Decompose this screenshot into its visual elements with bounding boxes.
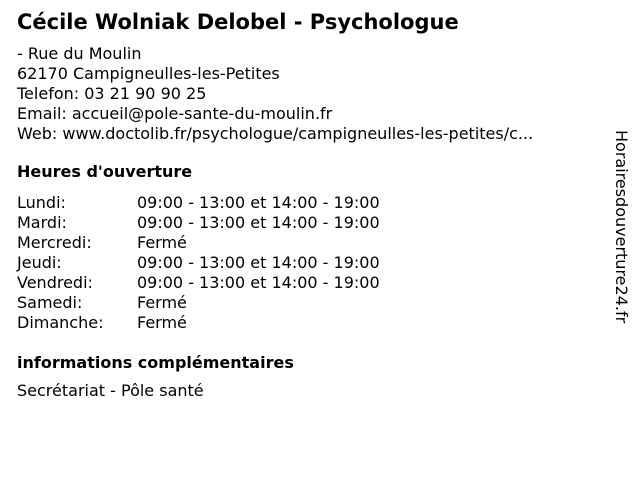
day-hours: 09:00 - 13:00 et 14:00 - 19:00 xyxy=(137,273,380,292)
address-line-2: 62170 Campigneulles-les-Petites xyxy=(17,64,280,83)
day-label: Dimanche: xyxy=(17,313,104,332)
day-label: Samedi: xyxy=(17,293,83,312)
day-label: Mardi: xyxy=(17,213,67,232)
hours-row xyxy=(17,193,600,213)
phone-line xyxy=(17,84,600,104)
email-value[interactable]: accueil@pole-sante-du-moulin.fr xyxy=(71,104,333,123)
phone-value: 03 21 90 90 25 xyxy=(84,84,207,103)
additional-info-heading: informations complémentaires xyxy=(17,353,294,372)
day-label: Lundi: xyxy=(17,193,66,212)
day-hours: 09:00 - 13:00 et 14:00 - 19:00 xyxy=(137,193,380,212)
day-label: Mercredi: xyxy=(17,233,92,252)
phone-label: Telefon: xyxy=(17,84,80,103)
day-hours: Fermé xyxy=(137,313,187,332)
day-hours: 09:00 - 13:00 et 14:00 - 19:00 xyxy=(137,253,380,272)
hours-row xyxy=(17,213,600,233)
day-label: Jeudi: xyxy=(17,253,62,272)
day-label: Vendredi: xyxy=(17,273,93,292)
web-line xyxy=(17,124,600,144)
web-value[interactable]: www.doctolib.fr/psychologue/campigneulles-les-petites/c... xyxy=(62,124,534,143)
hours-row xyxy=(17,253,600,273)
day-hours: Fermé xyxy=(137,233,187,252)
email-label: Email: xyxy=(17,104,67,123)
page-title: Cécile Wolniak Delobel - Psychologue xyxy=(17,10,459,34)
contact-block xyxy=(17,44,600,144)
hours-table xyxy=(17,193,600,333)
day-hours: 09:00 - 13:00 et 14:00 - 19:00 xyxy=(137,213,380,232)
web-label: Web: xyxy=(17,124,58,143)
hours-row xyxy=(17,233,600,253)
watermark-vertical-text: Horairesdouverture24.fr xyxy=(612,130,631,324)
hours-row xyxy=(17,293,600,313)
hours-row xyxy=(17,313,600,333)
additional-info-text: Secrétariat - Pôle santé xyxy=(17,381,204,400)
hours-row xyxy=(17,273,600,293)
email-line xyxy=(17,104,600,124)
day-hours: Fermé xyxy=(137,293,187,312)
address-line-1: - Rue du Moulin xyxy=(17,44,142,63)
hours-heading: Heures d'ouverture xyxy=(17,162,193,181)
